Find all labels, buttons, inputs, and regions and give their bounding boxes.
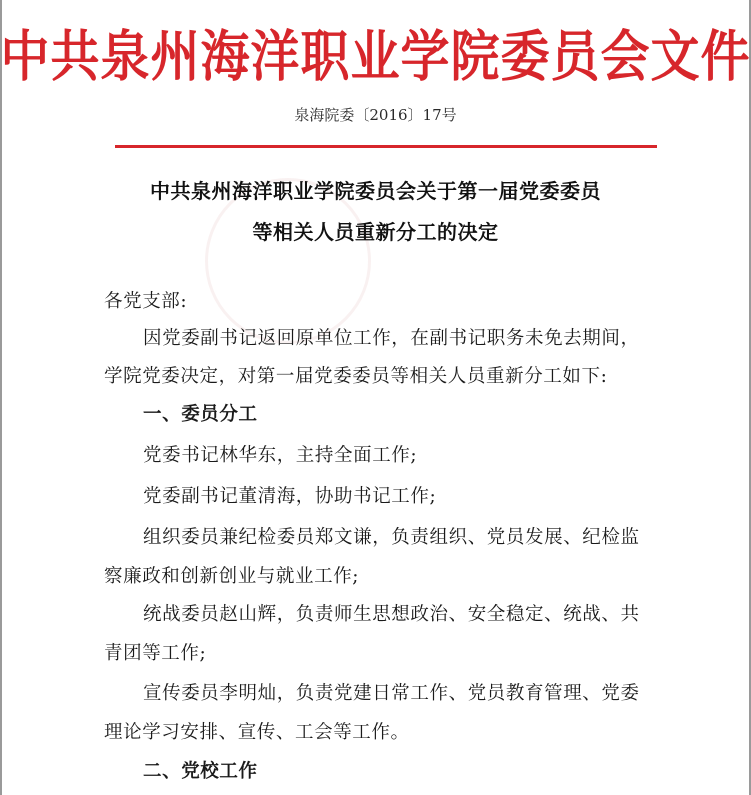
- section-2-heading: 二、党校工作: [143, 761, 258, 782]
- assignment-item-4-line-1: 统战委员赵山辉，负责师生思想政治、安全稳定、统战、共: [143, 604, 640, 625]
- subject-title-line-1: 中共泉州海洋职业学院委员会关于第一届党委委员: [150, 179, 601, 203]
- assignment-item-3-line-2: 察廉政和创新创业与就业工作;: [104, 566, 360, 587]
- assignment-item-1: 党委书记林华东，主持全面工作;: [143, 445, 418, 466]
- intro-paragraph-line-1: 因党委副书记返回原单位工作，在副书记职务未免去期间，: [143, 328, 640, 349]
- assignment-item-5-line-2: 理论学习安排、宣传、工会等工作。: [104, 722, 410, 743]
- document-number: 泉海院委〔2016〕17号: [294, 106, 457, 124]
- assignment-item-2: 党委副书记董清海，协助书记工作;: [143, 486, 437, 507]
- organization-header: 中共泉州海洋职业学院委员会文件: [0, 25, 751, 90]
- salutation: 各党支部:: [104, 291, 188, 312]
- assignment-item-3-line-1: 组织委员兼纪检委员郑文谦，负责组织、党员发展、纪检监: [143, 527, 640, 548]
- intro-paragraph-line-2: 学院党委决定，对第一届党委委员等相关人员重新分工如下:: [104, 366, 608, 387]
- assignment-item-5-line-1: 宣传委员李明灿，负责党建日常工作、党员教育管理、党委: [143, 683, 640, 704]
- subject-title-line-2: 等相关人员重新分工的决定: [252, 220, 499, 244]
- section-1-heading: 一、委员分工: [143, 404, 258, 425]
- assignment-item-4-line-2: 青团等工作;: [104, 643, 207, 664]
- red-divider-line: [115, 145, 657, 148]
